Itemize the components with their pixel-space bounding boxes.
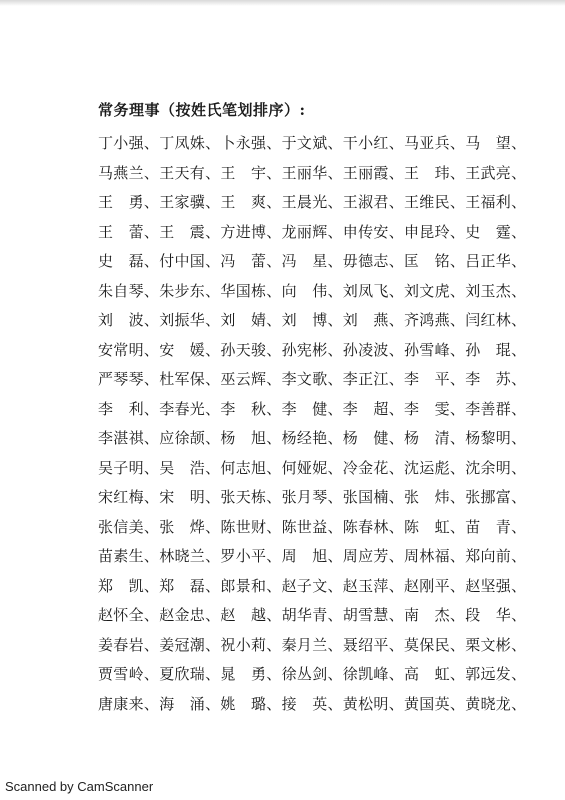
name-line: 李 利、李春光、李 秋、李 健、李 超、李 雯、李善群、 — [98, 399, 527, 418]
name-line: 王 蕾、王 震、方进博、龙丽辉、申传安、申昆玲、史 霆、 — [98, 222, 527, 241]
section-heading: 常务理事（按姓氏笔划排序）: — [98, 101, 306, 119]
name-line: 朱自琴、朱步东、华国栋、向 伟、刘凤飞、刘文虎、刘玉杰、 — [98, 281, 527, 300]
name-line: 赵怀全、赵金忠、赵 越、胡华青、胡雪慧、南 杰、段 华、 — [98, 606, 527, 624]
name-line: 李湛祺、应徐颉、杨 旭、杨经艳、杨 健、杨 清、杨黎明、 — [98, 429, 527, 447]
scanner-watermark: Scanned by CamScanner — [5, 779, 154, 794]
name-line: 郑 凯、郑 磊、郎景和、赵子文、赵玉萍、赵刚平、赵坚强、 — [98, 576, 527, 595]
name-line: 安常明、安 媛、孙天骏、孙宪彬、孙凌波、孙雪峰、孙 琨、 — [98, 340, 527, 359]
name-line: 苗素生、林晓兰、罗小平、周 旭、周应芳、周林福、郑向前、 — [98, 547, 527, 565]
name-list — [98, 129, 538, 719]
name-line: 刘 波、刘振华、刘 婧、刘 博、刘 燕、齐鸿燕、闫红林、 — [98, 311, 527, 329]
name-line: 王 勇、王家骥、王 爽、王晨光、王淑君、王维民、王福利、 — [98, 193, 527, 211]
name-line: 贾雪岭、夏欣瑞、晁 勇、徐丛剑、徐凯峰、高 虹、郭远发、 — [98, 665, 527, 683]
name-line: 史 磊、付中国、冯 蕾、冯 星、毋德志、匡 铭、吕正华、 — [98, 252, 527, 270]
name-line: 宋红梅、宋 明、张天栋、张月琴、张国楠、张 炜、张挪富、 — [98, 488, 527, 506]
name-line: 姜春岩、姜冠潮、祝小莉、秦月兰、聂绍平、莫保民、栗文彬、 — [98, 635, 527, 654]
name-line: 唐康来、海 涌、姚 璐、接 英、黄松明、黄国英、黄晓龙、 — [98, 694, 527, 713]
name-line: 吴子明、吴 浩、何志旭、何娅妮、冷金花、沈运彪、沈余明、 — [98, 458, 527, 477]
name-line: 严琴琴、杜军保、巫云辉、李文歌、李正江、李 平、李 苏、 — [98, 370, 527, 388]
name-line: 马燕兰、王天有、王 宇、王丽华、王丽霞、王 玮、王武亮、 — [98, 163, 527, 182]
name-line: 张信美、张 烨、陈世财、陈世益、陈春林、陈 虹、苗 青、 — [98, 517, 527, 536]
scan-top-edge — [0, 0, 565, 6]
name-line: 丁小强、丁凤姝、卜永强、于文斌、干小红、马亚兵、马 望、 — [98, 134, 527, 152]
